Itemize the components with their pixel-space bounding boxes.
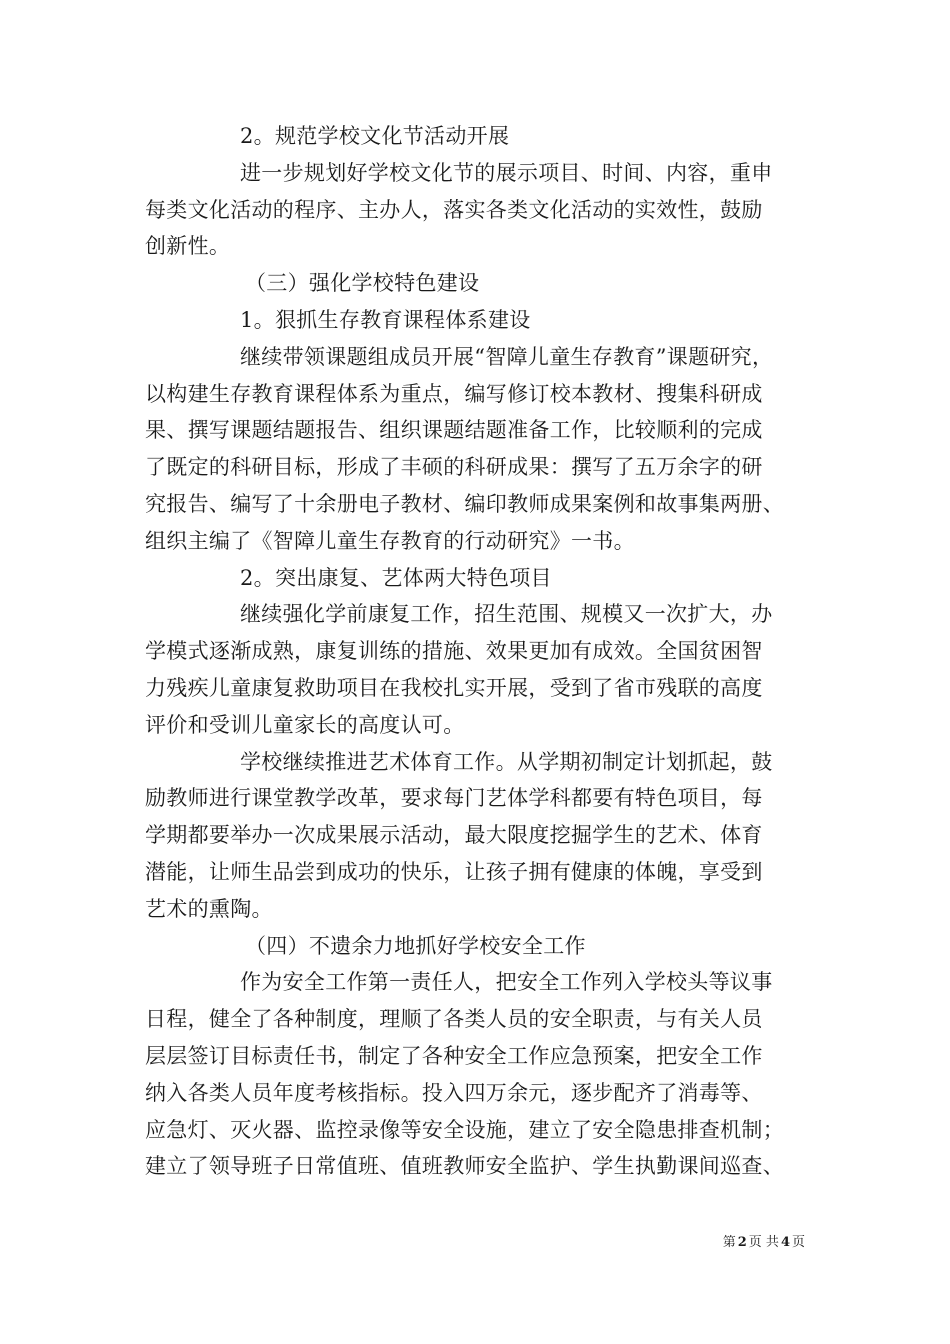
paragraph-line: 日程，健全了各种制度，理顺了各类人员的安全职责，与有关人员 <box>145 1007 763 1032</box>
paragraph-line: 学校继续推进艺术体育工作。从学期初制定计划抓起，鼓 <box>240 749 773 774</box>
paragraph-line: 力残疾儿童康复救助项目在我校扎实开展，受到了省市残联的高度 <box>145 675 763 700</box>
paragraph-line: 作为安全工作第一责任人，把安全工作列入学校头等议事 <box>240 970 773 995</box>
section-heading-4: （四）不遗余力地抓好学校安全工作 <box>245 933 586 958</box>
paragraph-line: 果、撰写课题结题报告、组织课题结题准备工作，比较顺利的完成 <box>145 418 763 443</box>
paragraph-line: 建立了领导班子日常值班、值班教师安全监护、学生执勤课间巡查、 <box>145 1154 784 1179</box>
paragraph-line: 潜能，让师生品尝到成功的快乐，让孩子拥有健康的体魄，享受到 <box>145 859 763 884</box>
paragraph-line: 学模式逐渐成熟，康复训练的措施、效果更加有成效。全国贫困智 <box>145 639 763 664</box>
paragraph-line: 创新性。 <box>145 234 231 259</box>
paragraph-line: 层层签订目标责任书，制定了各种安全工作应急预案，把安全工作 <box>145 1043 763 1068</box>
page-number-footer <box>723 1234 805 1252</box>
total-page-number: 4 <box>780 1235 790 1250</box>
paragraph-line: 究报告、编写了十余册电子教材、编印教师成果案例和故事集两册、 <box>145 491 784 516</box>
footer-suffix: 页 <box>791 1235 805 1250</box>
paragraph-line: 艺术的熏陶。 <box>145 896 273 921</box>
subheading-curriculum: 1。狠抓生存教育课程体系建设 <box>240 307 531 332</box>
subheading-cultural-festival: 2。规范学校文化节活动开展 <box>240 124 510 148</box>
paragraph-line: 进一步规划好学校文化节的展示项目、时间、内容，重申 <box>240 160 773 185</box>
paragraph-line: 学期都要举办一次成果展示活动，最大限度挖掘学生的艺术、体育 <box>145 823 763 848</box>
current-page-number: 2 <box>737 1235 747 1250</box>
paragraph-line: 继续强化学前康复工作，招生范围、规模又一次扩大，办 <box>240 602 773 627</box>
paragraph-line: 纳入各类人员年度考核指标。投入四万余元，逐步配齐了消毒等、 <box>145 1080 763 1105</box>
paragraph-line: 继续带领课题组成员开展“智障儿童生存教育”课题研究， <box>240 344 774 369</box>
paragraph-line: 组织主编了《智障儿童生存教育的行动研究》一书。 <box>145 528 635 553</box>
footer-middle: 页 共 <box>748 1235 779 1250</box>
section-heading-3: （三）强化学校特色建设 <box>245 271 480 296</box>
paragraph-line: 以构建生存教育课程体系为重点，编写修订校本教材、搜集科研成 <box>145 381 763 406</box>
paragraph-line: 了既定的科研目标，形成了丰硕的科研成果：撰写了五万余字的研 <box>145 455 763 480</box>
paragraph-line: 应急灯、灭火器、监控录像等安全设施，建立了安全隐患排查机制； <box>145 1117 784 1142</box>
footer-prefix: 第 <box>722 1235 736 1250</box>
document-body <box>145 118 825 1185</box>
paragraph-line: 励教师进行课堂教学改革，要求每门艺体学科都要有特色项目，每 <box>145 786 763 811</box>
paragraph-line: 每类文化活动的程序、主办人，落实各类文化活动的实效性，鼓励 <box>145 197 763 222</box>
subheading-featured-projects: 2。突出康复、艺体两大特色项目 <box>240 565 552 590</box>
paragraph-line: 评价和受训儿童家长的高度认可。 <box>145 712 465 737</box>
